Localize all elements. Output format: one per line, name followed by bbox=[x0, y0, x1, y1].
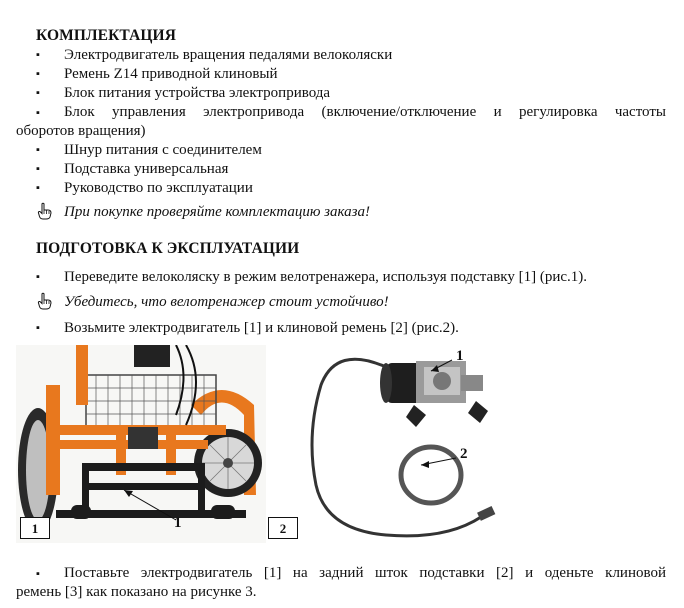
figure-number-2: 2 bbox=[268, 517, 298, 539]
list-item-step3: ▪ Поставьте электродвигатель [1] на задний шток подставки [2] и оденьте клиновой bbox=[36, 564, 666, 584]
figure-number-1: 1 bbox=[20, 517, 50, 539]
pointing-hand-icon bbox=[36, 202, 54, 220]
bullet-icon: ▪ bbox=[36, 144, 40, 156]
bullet-icon: ▪ bbox=[36, 568, 40, 580]
list-item-long: ▪ Блок управления электропривода (включение/отключение и регулировка частоты bbox=[36, 103, 666, 123]
bullet-icon: ▪ bbox=[36, 163, 40, 175]
bullet-icon: ▪ bbox=[36, 271, 40, 283]
callout-belt: 2 bbox=[460, 446, 468, 462]
bullet-icon: ▪ bbox=[36, 322, 40, 334]
heading-podgotovka: ПОДГОТОВКА К ЭКСПЛУАТАЦИИ bbox=[36, 240, 300, 257]
bullet-icon: ▪ bbox=[36, 87, 40, 99]
list-item-step3-continuation: ремень [3] как показано на рисунке 3. bbox=[16, 584, 257, 600]
bullet-icon: ▪ bbox=[36, 49, 40, 61]
motor-and-belt-illustration bbox=[266, 345, 518, 543]
callout-stand: 1 bbox=[174, 515, 182, 531]
pointing-hand-icon bbox=[36, 292, 54, 310]
bullet-icon: ▪ bbox=[36, 68, 40, 80]
tricycle-on-stand-illustration bbox=[16, 345, 266, 543]
figure-2-motor-belt bbox=[266, 345, 518, 543]
heading-komplektaciya: КОМПЛЕКТАЦИЯ bbox=[36, 27, 176, 44]
bullet-icon: ▪ bbox=[36, 107, 40, 119]
bullet-icon: ▪ bbox=[36, 182, 40, 194]
figure-1-tricycle-stand bbox=[16, 345, 266, 543]
callout-motor: 1 bbox=[456, 348, 464, 364]
list-item-long-continuation: оборотов вращения) bbox=[16, 123, 146, 139]
